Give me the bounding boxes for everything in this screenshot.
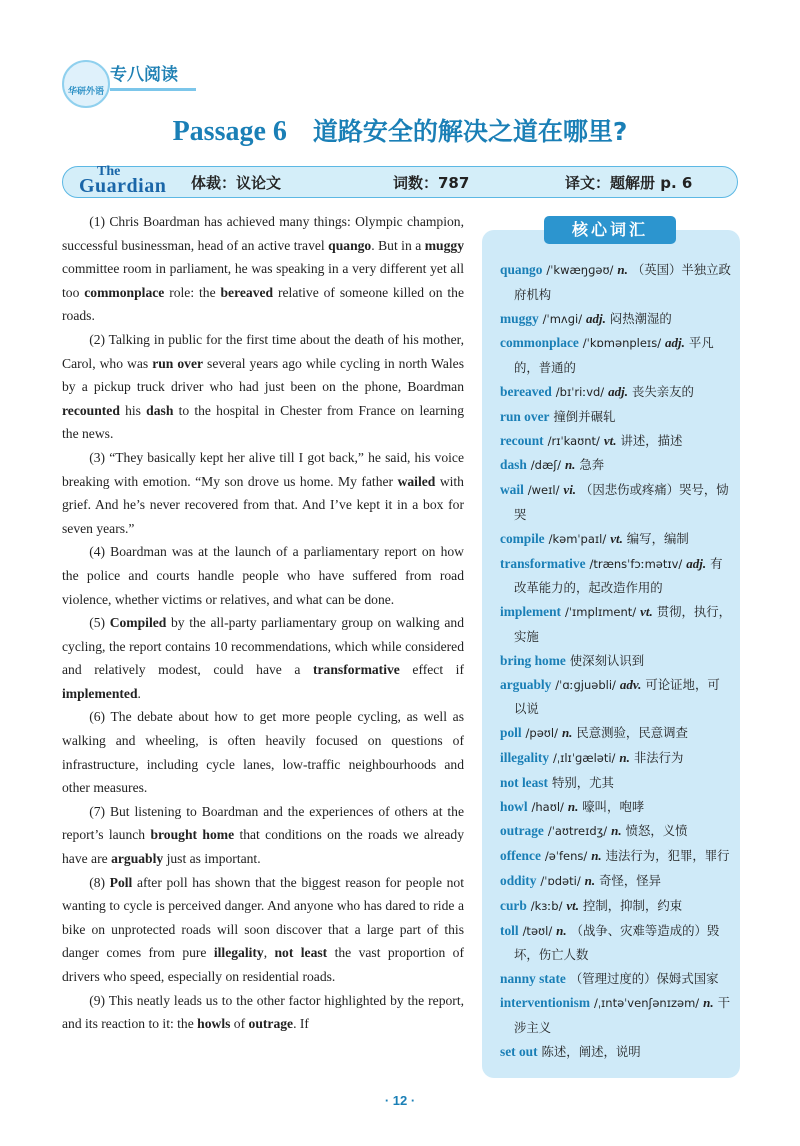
vocab-definition: 愤怒，义愤 xyxy=(625,823,688,839)
vocab-definition: 讲述，描述 xyxy=(620,432,683,448)
vocab-pos: vi. xyxy=(563,482,577,498)
key-term: quango xyxy=(328,237,372,253)
paragraph-text: (1) Chris Boardman has achieved many things: Olympic champion, successful businessman, head of an active travel xyxy=(62,214,464,253)
vocab-definition: 陈述，阐述，说明 xyxy=(541,1043,641,1059)
vocab-item xyxy=(500,919,732,968)
paragraph-text: (5) xyxy=(89,615,110,631)
key-term: bereaved xyxy=(220,284,274,300)
vocab-item xyxy=(500,771,732,795)
vocab-word: curb xyxy=(500,897,527,913)
series-title: 专八阅读 xyxy=(110,65,178,85)
vocab-pos: vt. xyxy=(640,604,653,620)
vocab-word: transformative xyxy=(500,555,586,571)
vocab-phonetic: /pəʊl/ xyxy=(525,726,558,741)
article-paragraph xyxy=(62,705,464,799)
vocab-definition: 民意测验，民意调查 xyxy=(576,725,688,741)
paragraph-text: committee room in parliament, he was speaking in a very different yet all too xyxy=(62,261,464,300)
passage-title xyxy=(0,112,800,148)
paragraph-text: after poll has shown that the biggest reason for people not wanting to cycle is perceived danger. And anyone who has dared to ride a bike on unprotected roads will soon discover that a large part of this danger comes from pure xyxy=(62,874,465,961)
vocab-pos: vt. xyxy=(566,897,580,913)
vocab-pos: vt. xyxy=(610,530,623,546)
vocab-item xyxy=(500,258,732,307)
vocab-word: outrage xyxy=(500,823,544,839)
vocab-item xyxy=(500,453,732,478)
paragraph-text: (7) But listening to Boardman and the experiences of others at the report’s launch xyxy=(62,803,464,843)
publisher-logo xyxy=(62,60,110,108)
key-term: not least xyxy=(274,945,328,961)
vocab-item xyxy=(500,795,732,820)
key-term: implemented xyxy=(62,685,138,701)
vocab-item xyxy=(500,380,732,405)
vocab-word: set out xyxy=(500,1043,538,1059)
key-term: outrage xyxy=(248,1016,294,1032)
series-underline xyxy=(110,88,196,91)
vocab-item xyxy=(500,600,732,649)
vocab-word: dash xyxy=(500,457,527,473)
vocab-phonetic: /kəmˈpaɪl/ xyxy=(548,531,607,546)
key-term: Poll xyxy=(109,874,133,890)
vocab-phonetic: /ˈkɒmənpleɪs/ xyxy=(582,336,662,351)
vocab-word: interventionism xyxy=(500,994,591,1010)
paragraph-text: , xyxy=(263,945,275,961)
paragraph-text: several years ago while cycling in north Wales by a pickup truck driver who had just been on the phone, Boardman xyxy=(62,355,464,395)
vocab-pos: adj. xyxy=(665,335,685,351)
translation-ref-label: 译文：题解册 p. 6 xyxy=(565,174,693,192)
vocab-word: offence xyxy=(500,848,541,864)
vocab-pos: vt. xyxy=(603,432,617,448)
vocab-item xyxy=(500,1040,732,1064)
vocab-phonetic: /ˈɒdəti/ xyxy=(540,873,581,888)
vocab-definition: 贯彻，执行，实施 xyxy=(514,604,732,644)
vocab-word: oddity xyxy=(500,872,537,888)
vocab-definition: （因悲伤或疼痛）哭号，恸哭 xyxy=(514,482,729,522)
vocab-definition: （英国）半独立政府机构 xyxy=(514,262,731,302)
vocab-item xyxy=(500,991,732,1040)
vocab-item xyxy=(500,967,732,991)
vocab-word: run over xyxy=(500,408,550,424)
paragraph-text: of xyxy=(230,1016,249,1032)
paragraph-text: (9) This neatly leads us to the other factor highlighted by the report, and its reaction to it: the xyxy=(62,992,464,1032)
vocab-item xyxy=(500,819,732,844)
vocab-definition: 有改革能力的，起改造作用的 xyxy=(514,555,723,596)
vocab-phonetic: /bɪˈriːvd/ xyxy=(555,384,605,399)
paragraph-text: (3) “They basically kept her alive till I got back,” he said, his voice breaking with emotion. “My son drove us home. My father xyxy=(62,449,464,489)
article-paragraph xyxy=(62,540,464,611)
paragraph-text: with grief. And he’s never recovered from that. And I’ve kept it in a box for seven years.” xyxy=(62,473,464,536)
article-paragraph xyxy=(62,871,464,989)
paragraph-text: the vast proportion of drivers who speed, especially on residential roads. xyxy=(62,945,464,984)
vocab-phonetic: /trænsˈfɔːmətɪv/ xyxy=(589,556,683,571)
vocab-item xyxy=(500,307,732,332)
vocab-pos: adj. xyxy=(608,383,628,399)
paragraph-text: . xyxy=(137,685,141,701)
vocab-definition: 奇怪，怪异 xyxy=(599,872,662,888)
genre-label: 体裁：议论文 xyxy=(191,174,282,192)
vocab-list xyxy=(500,258,732,1063)
vocab-definition: （管理过度的）保姆式国家 xyxy=(569,971,719,987)
vocab-definition: 非法行为 xyxy=(633,749,684,765)
paragraph-text: to the hospital in Chester from France on learning the news. xyxy=(62,402,465,442)
vocab-item xyxy=(500,894,732,919)
vocab-item xyxy=(500,869,732,894)
paragraph-text: that conditions on the roads we already have are xyxy=(62,827,465,867)
vocab-pos: n. xyxy=(591,848,602,864)
vocab-phonetic: /ˌɪntəˈvenʃənɪzəm/ xyxy=(593,995,700,1010)
vocab-word: recount xyxy=(500,432,544,448)
vocab-word: arguably xyxy=(500,676,552,692)
vocab-definition: 干涉主义 xyxy=(514,994,730,1035)
vocab-pos: n. xyxy=(584,872,596,888)
key-term: recounted xyxy=(62,402,120,418)
vocab-phonetic: /ˈkwæŋɡəʊ/ xyxy=(546,263,614,277)
vocab-pos: n. xyxy=(619,749,630,765)
vocab-definition: 丧失亲友的 xyxy=(631,383,694,399)
vocab-item xyxy=(500,721,732,746)
vocab-pos: n. xyxy=(703,994,714,1010)
passage-heading: 道路安全的解决之道在哪里? xyxy=(312,117,628,146)
paragraph-text: his xyxy=(119,402,147,418)
vocab-word: commonplace xyxy=(500,335,579,351)
vocab-item xyxy=(500,478,732,527)
vocab-item xyxy=(500,844,732,869)
vocab-phonetic: /weɪl/ xyxy=(527,483,560,498)
vocab-definition: 闷热潮湿的 xyxy=(609,310,672,326)
vocab-definition: 平凡的，普通的 xyxy=(514,335,714,376)
paragraph-text: . If xyxy=(293,1016,309,1032)
key-term: transformative xyxy=(313,662,400,678)
vocab-pos: adj. xyxy=(686,555,707,571)
article-paragraph xyxy=(62,989,464,1036)
passage-number: Passage 6 xyxy=(172,116,287,147)
vocab-phonetic: /kɜːb/ xyxy=(530,898,563,913)
vocab-word: implement xyxy=(500,604,561,620)
key-term: commonplace xyxy=(84,284,165,300)
vocab-word: bring home xyxy=(500,652,566,668)
vocab-phonetic: /əˈfens/ xyxy=(544,849,588,864)
article-body xyxy=(62,210,464,1036)
vocab-item xyxy=(500,673,732,722)
source-logo xyxy=(79,164,167,197)
word-count-label: 词数：787 xyxy=(393,174,470,192)
publisher-logo-text: 华研外语 xyxy=(67,87,104,97)
paragraph-text: (8) xyxy=(89,874,110,890)
vocab-item xyxy=(500,527,732,552)
vocab-pos: n. xyxy=(617,262,628,277)
vocab-pos: n. xyxy=(564,457,576,473)
key-term: illegality xyxy=(213,945,264,961)
key-term: brought home xyxy=(150,827,235,843)
source-logo-line2: Guardian xyxy=(79,175,167,197)
vocab-phonetic: /ˈmʌɡi/ xyxy=(542,311,583,326)
key-term: arguably xyxy=(111,851,164,867)
article-paragraph xyxy=(62,800,464,871)
key-term: wailed xyxy=(397,473,436,489)
vocab-phonetic: /rɪˈkaʊnt/ xyxy=(547,433,600,448)
vocab-definition: 嚎叫，咆哮 xyxy=(582,798,645,814)
paragraph-text: effect if xyxy=(399,662,464,678)
vocab-item xyxy=(500,331,732,380)
vocab-word: toll xyxy=(500,922,519,938)
vocab-pos: n. xyxy=(561,725,573,741)
vocab-item xyxy=(500,405,732,429)
paragraph-text: (2) Talking in public for the first time about the death of his mother, Carol, who was xyxy=(62,331,464,371)
key-term: howls xyxy=(197,1016,231,1032)
vocab-definition: 控制，抑制，约束 xyxy=(583,897,683,913)
vocab-definition: 使深刻认识到 xyxy=(569,652,645,668)
vocab-word: muggy xyxy=(500,310,539,326)
vocab-word: wail xyxy=(500,482,524,498)
vocab-item xyxy=(500,649,732,673)
vocab-phonetic: /təʊl/ xyxy=(522,923,553,938)
vocab-definition: 违法行为，犯罪，罪行 xyxy=(605,848,730,864)
vocab-pos: adj. xyxy=(586,310,606,326)
vocab-definition: 可论证地，可以说 xyxy=(514,676,720,717)
paragraph-text: . But in a xyxy=(371,237,425,253)
vocab-phonetic: /ˈɑːɡjuəbli/ xyxy=(555,677,616,692)
article-paragraph xyxy=(62,328,464,446)
vocab-word: not least xyxy=(500,774,548,790)
paragraph-text: (4) Boardman was at the launch of a parliamentary report on how the police and courts handle people who have suffered from road violence, whether victims or relatives, and what can be done. xyxy=(62,544,464,607)
source-logo-line1: The xyxy=(97,164,121,179)
key-term: Compiled xyxy=(109,615,167,631)
vocab-word: poll xyxy=(500,725,522,741)
vocab-word: nanny state xyxy=(500,971,566,987)
article-paragraph xyxy=(62,611,464,705)
vocab-phonetic: /ˈaʊtreɪdʒ/ xyxy=(547,824,608,839)
vocab-item xyxy=(500,552,732,601)
key-term: dash xyxy=(146,402,174,418)
article-paragraph xyxy=(62,446,464,540)
article-paragraph xyxy=(62,210,464,328)
vocab-definition: 编写，编制 xyxy=(626,530,689,546)
vocab-definition: （战争、灾难等造成的）毁坏，伤亡人数 xyxy=(514,922,720,963)
vocab-phonetic: /ˈɪmplɪment/ xyxy=(564,605,637,620)
vocab-word: illegality xyxy=(500,749,550,765)
vocab-heading: 核心词汇 xyxy=(544,216,676,244)
vocab-word: quango xyxy=(500,262,543,277)
paragraph-text: relative of someone killed on the roads. xyxy=(62,284,464,324)
vocab-phonetic: /haʊl/ xyxy=(531,799,564,814)
vocab-definition: 急奔 xyxy=(579,457,605,473)
key-term: muggy xyxy=(424,237,464,253)
vocab-item xyxy=(500,746,732,771)
vocab-pos: adv. xyxy=(619,676,642,692)
vocab-phonetic: /dæʃ/ xyxy=(530,458,561,473)
vocab-definition: 撞倒并碾轧 xyxy=(553,408,616,424)
vocab-pos: n. xyxy=(567,798,579,814)
vocab-word: howl xyxy=(500,798,528,814)
key-term: run over xyxy=(152,355,204,371)
vocab-word: bereaved xyxy=(500,383,552,399)
vocab-pos: n. xyxy=(611,823,622,839)
vocab-definition: 特别，尤其 xyxy=(551,774,614,790)
vocab-phonetic: /ˌɪlɪˈɡæləti/ xyxy=(553,750,616,765)
vocab-pos: n. xyxy=(556,922,567,938)
paragraph-text: by the all-party parliamentary group on walking and cycling, the report contains 10 recommendations, which while considered and relatively modest, could have a xyxy=(62,615,464,678)
vocab-item xyxy=(500,429,732,454)
paragraph-text: (6) The debate about how to get more people cycling, as well as walking and wheeling, is often heavily focused on questions of infrastructure, including cycle lanes, low-traffic neighbourhoods and other measures. xyxy=(62,709,464,796)
info-bar xyxy=(62,166,738,198)
vocab-word: compile xyxy=(500,530,545,546)
page-number: · 12 · xyxy=(384,1093,416,1108)
paragraph-text: role: the xyxy=(164,284,221,300)
paragraph-text: just as important. xyxy=(163,851,261,867)
